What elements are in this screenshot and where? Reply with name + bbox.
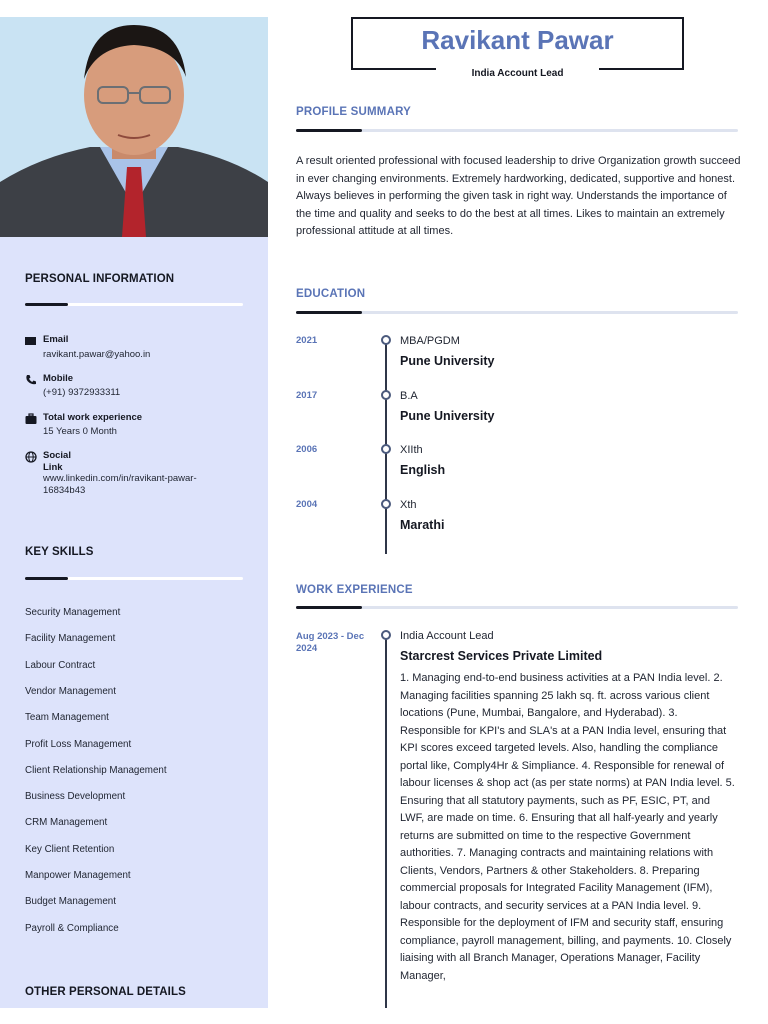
- skill-item: Payroll & Compliance: [25, 922, 119, 934]
- skill-item: Client Relationship Management: [25, 764, 167, 776]
- personal-info-title: PERSONAL INFORMATION: [25, 273, 175, 285]
- education-institution: Pune University: [400, 354, 495, 368]
- key-skills-divider: [25, 577, 243, 580]
- education-institution: English: [400, 463, 446, 477]
- work-role: India Account Lead: [400, 630, 494, 642]
- info-experience-value: 15 Years 0 Month: [43, 426, 117, 437]
- skill-item: Profit Loss Management: [25, 738, 132, 750]
- education-title: EDUCATION: [296, 288, 366, 300]
- work-description: 1. Managing end-to-end business activities at a PAN India level. 2. Managing facilities spanning 25 lakh sq. ft. across various client locations (Pune, Mumbai, Bangalore, and Hyderabad). 3. Responsible for KPI's and SLA's at a PAN India level, ensuring that KPI scores exceed targeted levels. Also, handling the compliance portal like, Comply4Hr & Simpliance. 4. Responsible for renewal of labour licenses & shop act (as per state norms) at PAN India level. 5. Ensuring that all statutory payments, such as PF, ESIC, PT, and LWF, are made on time. 6. Ensuring that all half-yearly and yearly returns are submitted on time to the respective Government authorities. 7. Managing contracts and maintaining relations with Clients, Vendors, Partners & other Stakeholders. 8. Preparing commercial proposals for Integrated Facility Management (IFM), labour contracts, and security services at a PAN India level. 9. Responsible for the deployment of IFM and security staff, ensuring compliance, payroll management, billing, and payments. 10. Closely liaising with all Branch Manager, Operations Manager, Facility Manager,: [400, 672, 735, 982]
- other-details-title: OTHER PERSONAL DETAILS: [25, 986, 186, 998]
- work-experience-title: WORK EXPERIENCE: [296, 584, 413, 596]
- education-degree: MBA/PGDM: [400, 335, 460, 347]
- candidate-name: Ravikant Pawar: [421, 25, 614, 55]
- candidate-role-wrap: [436, 63, 599, 77]
- education-timeline-dot: [381, 499, 391, 509]
- education-year: 2017: [296, 390, 318, 401]
- work-date: Aug 2023 - Dec 2024: [296, 631, 365, 654]
- profile-photo: [0, 17, 268, 237]
- info-experience-label: Total work experience: [43, 412, 143, 423]
- education-institution: Marathi: [400, 518, 445, 532]
- sidebar: [0, 17, 268, 1008]
- skill-item: Labour Contract: [25, 659, 96, 671]
- education-divider: [296, 311, 738, 314]
- candidate-role: India Account Lead: [471, 68, 564, 79]
- info-email-label: Email: [43, 334, 69, 345]
- skill-item: Vendor Management: [25, 685, 116, 697]
- education-degree: Xth: [400, 499, 417, 511]
- profile-summary-text: A result oriented professional with focused leadership to drive Organization growth succeed in ever changing environments. Extremely hardworking, dedicated, supportive and honest. Always believes in performing the given task in right way. Understands the importance of the time and quality and seeks to do the best at all times. Likes to maintain an extremely professional attitude at all times.: [296, 155, 741, 237]
- phone-icon: [25, 374, 37, 386]
- envelope-icon: [25, 335, 37, 347]
- key-skills-title: KEY SKILLS: [25, 546, 94, 558]
- work-timeline: [385, 635, 387, 1008]
- skill-item: Key Client Retention: [25, 843, 115, 855]
- work-timeline-dot: [381, 630, 391, 640]
- info-email-value[interactable]: ravikant.pawar@yahoo.in: [43, 349, 151, 360]
- briefcase-icon: [25, 413, 37, 425]
- education-timeline-dot: [381, 444, 391, 454]
- profile-summary-title: PROFILE SUMMARY: [296, 106, 412, 118]
- skill-item: Manpower Management: [25, 870, 131, 881]
- education-year: 2021: [296, 335, 318, 346]
- skill-item: Business Development: [25, 791, 126, 803]
- info-social-value[interactable]: www.linkedin.com/in/ravikant-pawar- 16834b43: [43, 473, 197, 496]
- education-timeline-dot: [381, 390, 391, 400]
- education-timeline-dot: [381, 335, 391, 345]
- profile-summary-divider: [296, 129, 738, 132]
- skill-item: CRM Management: [25, 817, 108, 829]
- info-mobile-label: Mobile: [43, 373, 74, 384]
- globe-icon: [25, 451, 37, 463]
- info-social-label: Social Link: [43, 450, 71, 473]
- education-institution: Pune University: [400, 409, 495, 423]
- info-mobile-value[interactable]: (+91) 9372933311: [43, 387, 121, 398]
- skill-item: Budget Management: [25, 896, 116, 908]
- skill-item: Facility Management: [25, 633, 116, 645]
- work-experience-divider: [296, 606, 738, 609]
- education-degree: B.A: [400, 390, 418, 402]
- education-degree: XIIth: [400, 444, 423, 456]
- skill-item: Team Management: [25, 712, 109, 724]
- education-year: 2006: [296, 444, 318, 455]
- education-year: 2004: [296, 499, 318, 510]
- work-company: Starcrest Services Private Limited: [400, 649, 603, 663]
- personal-info-divider: [25, 303, 243, 306]
- skill-item: Security Management: [25, 607, 121, 618]
